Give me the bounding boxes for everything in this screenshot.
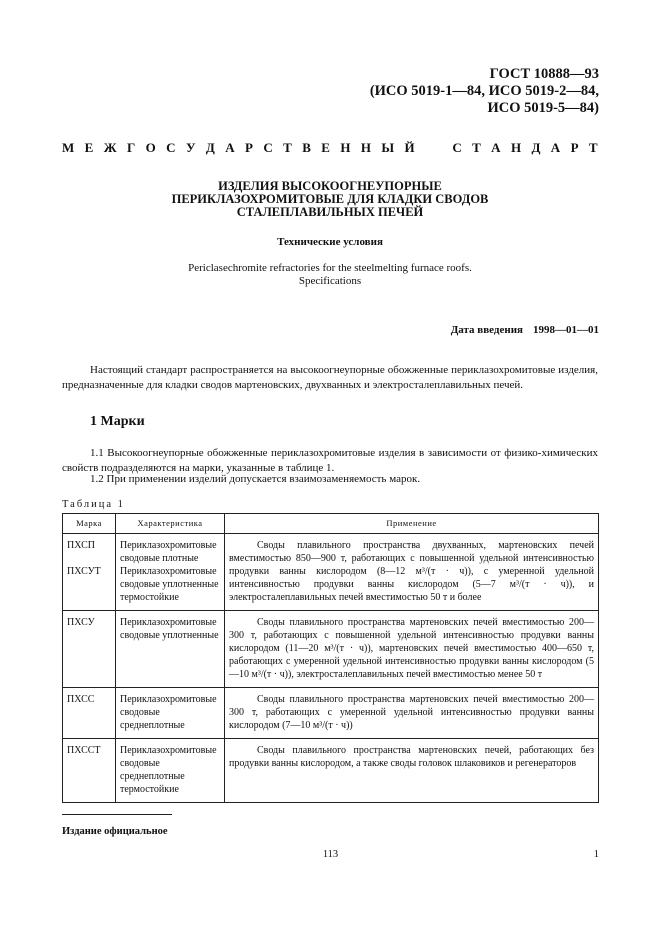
- banner-letter: Т: [472, 140, 481, 155]
- grades-table: [62, 513, 599, 803]
- banner-letter: Р: [570, 140, 579, 155]
- banner-letter: Н: [340, 140, 351, 155]
- grade-code: ПХСП: [67, 540, 95, 551]
- english-title-line-1: Periclasechromite refractories for the steelmelting furnace roofs.: [188, 262, 472, 274]
- title-line-3: СТАЛЕПЛАВИЛЬНЫХ ПЕЧЕЙ: [236, 205, 424, 219]
- standard-number: ГОСТ 10888—93: [489, 66, 599, 82]
- header-application: Применение: [225, 514, 599, 534]
- document-subtitle: Технические условия: [277, 236, 383, 248]
- banner-letter: [425, 140, 428, 156]
- scope-paragraph: Настоящий стандарт распространяется на высокоогнеупорные обожженные периклазохромитовые изделия, предназначенные для кладки сводов мартеновских, двухванных и электросталеплавильных печей.: [62, 364, 598, 391]
- characteristic-cell: [116, 739, 225, 803]
- banner-letter: Й: [404, 140, 415, 155]
- introduction-date-label: Дата введения: [450, 324, 523, 336]
- official-edition-label: Издание официальное: [62, 826, 168, 837]
- characteristic-cell: [116, 611, 225, 688]
- banner-letter: М: [62, 140, 75, 155]
- banner-letter: В: [302, 140, 311, 155]
- iso-reference-line-1: (ИСО 5019-1—84, ИСО 5019-2—84,: [369, 83, 599, 99]
- banner-letter: О: [145, 140, 156, 155]
- table-row: [63, 611, 599, 688]
- grade-cell: [63, 534, 116, 611]
- header-characteristic: Характеристика: [116, 514, 225, 534]
- iso-reference-line-2: ИСО 5019-5—84): [487, 100, 599, 116]
- local-page-number: 1: [593, 849, 599, 860]
- grade-cell: [63, 611, 116, 688]
- banner-letter: А: [491, 140, 501, 155]
- header-grade: Марка: [63, 514, 116, 534]
- standard-designation: [370, 66, 599, 117]
- banner-letter: У: [185, 140, 196, 155]
- banner-letter: С: [452, 140, 462, 155]
- banner-letter: Н: [360, 140, 371, 155]
- banner-letter: Ы: [381, 140, 395, 155]
- clause-1-1: 1.1 Высокоогнеупорные обожженные периклазохромитовые изделия в зависимости от физико-химических свойств подразделяются на марки, указанные в таблице 1.: [62, 447, 598, 474]
- grade-cell: [63, 688, 116, 739]
- english-title-line-2: Specifications: [298, 275, 362, 287]
- banner-letter: Д: [531, 140, 541, 155]
- section-heading: 1 Марки: [90, 414, 145, 429]
- footer-divider: [62, 814, 172, 815]
- page-number: 113: [322, 849, 339, 860]
- banner-letter: Е: [321, 140, 330, 155]
- title-line-1: ИЗДЕЛИЯ ВЫСОКООГНЕУПОРНЫЕ: [218, 179, 442, 193]
- clause-1-2: 1.2 При применении изделий допускается взаимозаменяемость марок.: [90, 473, 421, 485]
- banner-letter: Е: [84, 140, 94, 155]
- banner-letter: Т: [283, 140, 292, 155]
- grade-code: ПХСУ: [67, 617, 95, 628]
- application-cell: Своды плавильного пространства двухванных, мартеновских печей вместимостью 850—900 т, работающих с повышенной удельной интенсивностью продувки ванны кислородом (8—12 м³/(т · ч)), с умеренной удельной интенсивностью продувки ванны кислородом (5—7 м³/(т · ч)), и электросталеплавильных печей вместимостью 50 т и более: [225, 534, 599, 611]
- table-header-row: [63, 514, 599, 534]
- application-cell: Своды плавильного пространства мартеновских печей вместимостью 200—300 т, работающих с умеренной удельной интенсивностью продувки ванны кислородом (7—10 м³/(т · ч)): [225, 688, 599, 739]
- table-row: [63, 739, 599, 803]
- grade-code: ПХСУТ: [67, 566, 101, 577]
- banner-letter: А: [550, 140, 561, 155]
- banner-letter: Р: [245, 140, 253, 155]
- application-cell: Своды плавильного пространства мартеновских печей вместимостью 200—300 т, работающих с повышенной удельной интенсивностью продувки ванны кислородом (11—20 м³/(т · ч)), мартеновских печей вместимостью 400—650 т, работающих с умеренной удельной интенсивностью продувки ванны кислородом (5—10 м³/(т · ч)), электросталеплавильных печей вместимостью менее 50 т: [225, 611, 599, 688]
- grade-code: ПХССТ: [67, 745, 101, 756]
- banner-letter: Д: [205, 140, 215, 155]
- banner-letter: [439, 140, 442, 156]
- grade-code: ПХСС: [67, 694, 95, 705]
- table-row: [63, 534, 599, 611]
- introduction-date: [451, 324, 599, 336]
- table-caption: Таблица 1: [62, 499, 125, 510]
- banner-letter: С: [263, 140, 273, 155]
- banner-letter: Н: [510, 140, 522, 155]
- banner-letter: Т: [588, 140, 598, 155]
- title-line-2: ПЕРИКЛАЗОХРОМИТОВЫЕ ДЛЯ КЛАДКИ СВОДОВ: [171, 192, 489, 206]
- characteristic-text: Периклазохромитовые сводовые уплотненные термостойкие: [120, 566, 219, 603]
- banner-letter: С: [166, 140, 176, 155]
- banner-letter: А: [225, 140, 235, 155]
- characteristic-cell: [116, 534, 225, 611]
- document-title: [62, 180, 598, 219]
- introduction-date-value: 1998—01—01: [533, 324, 599, 336]
- table-row: [63, 688, 599, 739]
- banner-letter: Ж: [103, 140, 117, 155]
- characteristic-text: Периклазохромитовые сводовые плотные: [120, 540, 217, 564]
- characteristic-text: Периклазохромитовые сводовые среднеплотные термостойкие: [120, 745, 217, 795]
- banner-letter: Г: [126, 140, 136, 155]
- characteristic-cell: [116, 688, 225, 739]
- characteristic-text: Периклазохромитовые сводовые среднеплотные: [120, 694, 217, 731]
- english-title: [62, 262, 598, 288]
- characteristic-text: Периклазохромитовые сводовые уплотненные: [120, 617, 219, 641]
- application-cell: Своды плавильного пространства мартеновских печей, работающих без продувки ванны кислородом, а также своды головок шлаковиков и регенераторов: [225, 739, 599, 803]
- interstate-standard-banner: [62, 140, 598, 156]
- grade-cell: [63, 739, 116, 803]
